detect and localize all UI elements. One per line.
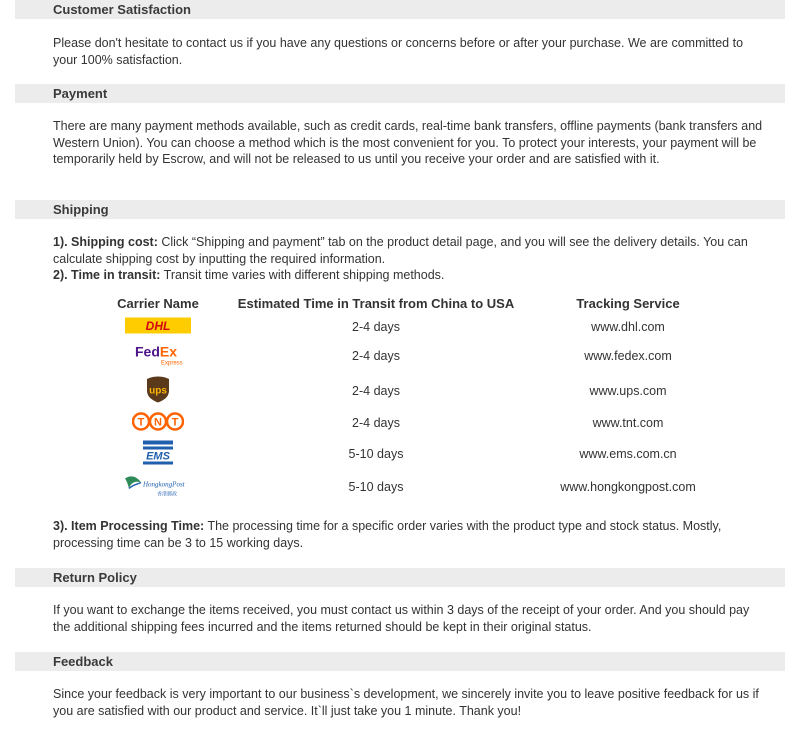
transit-time-cell: 2-4 days — [352, 384, 400, 398]
transit-time-desc: Transit time varies with different shipping methods. — [160, 268, 445, 282]
transit-time-cell: 2-4 days — [352, 416, 400, 430]
customer-satisfaction-text: Please don't hesitate to contact us if you have any questions or concerns before or after your purchase. We are committed to your 100% satisfaction. — [53, 36, 744, 67]
payment-text: There are many payment methods available, such as credit cards, real-time bank transfers, offline payments (bank transfers and Western Union). You can choose a method which is the most convenient for you. To protect your interests, your payment will be temporarily held by Escrow, and will not be released to us until you receive your order and are satisfied with it. — [53, 119, 763, 166]
processing-time-label: 3). Item Processing Time: — [53, 519, 205, 533]
table-row — [100, 312, 700, 342]
tracking-link[interactable]: www.dhl.com — [591, 320, 665, 334]
shipping-cost-text — [53, 234, 765, 267]
processing-time-text — [53, 518, 765, 551]
table-row — [100, 472, 700, 502]
svg-text:EMS: EMS — [146, 450, 170, 463]
svg-text:香港郵政: 香港郵政 — [157, 491, 178, 498]
svg-text:HongkongPost: HongkongPost — [143, 480, 185, 489]
section-header-return-policy: Return Policy — [15, 568, 785, 587]
table-row — [100, 376, 700, 406]
header-tracking-service: Tracking Service — [576, 296, 680, 311]
svg-text:FedEx: FedEx — [135, 343, 178, 360]
processing-time-desc: The processing time for a specific order varies with the product type and stock status. Mostly, processing time can be 3 to 15 working days. — [53, 519, 722, 550]
transit-time-text — [53, 267, 765, 284]
section-header-payment: Payment — [15, 84, 785, 103]
header-transit-time: Estimated Time in Transit from China to USA — [237, 296, 515, 311]
tracking-link[interactable]: www.ems.com.cn — [579, 447, 677, 461]
tracking-link[interactable]: www.tnt.com — [592, 416, 664, 430]
table-row — [100, 439, 700, 469]
fedex-logo — [133, 343, 183, 370]
transit-time-cell: 2-4 days — [352, 320, 400, 334]
transit-time-cell: 5-10 days — [348, 447, 404, 461]
shipping-cost-desc: Click “Shipping and payment” tab on the product detail page, and you will see the delivery details. You can calculate shipping cost by inputting the required information. — [53, 235, 748, 266]
table-row — [100, 408, 700, 438]
svg-text:T: T — [137, 416, 145, 429]
hongkongpost-logo — [123, 473, 193, 502]
svg-text:DHL: DHL — [145, 319, 171, 333]
tracking-link[interactable]: www.hongkongpost.com — [560, 480, 696, 494]
svg-text:ups: ups — [149, 385, 167, 397]
dhl-logo — [125, 318, 191, 337]
section-header-customer-satisfaction: Customer Satisfaction — [15, 0, 785, 19]
transit-time-cell: 2-4 days — [352, 349, 400, 363]
transit-time-cell: 5-10 days — [348, 480, 404, 494]
svg-text:T: T — [171, 416, 179, 429]
feedback-text: Since your feedback is very important to our business`s development, we sincerely invite you to leave positive feedback for us if you are satisfied with our product and service. It`ll just take you 1 minute. Thank you! — [53, 687, 759, 718]
header-carrier-name: Carrier Name — [117, 296, 199, 311]
return-policy-text: If you want to exchange the items received, you must contact us within 3 days of the receipt of your order. And you should pay the additional shipping fees incurred and the items returned should be kept in their original status. — [53, 603, 750, 634]
ems-logo — [140, 440, 176, 469]
tnt-logo — [132, 412, 184, 435]
ups-logo — [145, 376, 171, 407]
table-row — [100, 341, 700, 371]
section-header-shipping: Shipping — [15, 200, 785, 219]
svg-text:Express: Express — [161, 360, 183, 367]
shipping-cost-label: 1). Shipping cost: — [53, 235, 158, 249]
tracking-link[interactable]: www.ups.com — [589, 384, 667, 398]
section-header-feedback: Feedback — [15, 652, 785, 671]
transit-time-label: 2). Time in transit: — [53, 268, 161, 282]
svg-text:N: N — [154, 416, 162, 429]
tracking-link[interactable]: www.fedex.com — [584, 349, 672, 363]
